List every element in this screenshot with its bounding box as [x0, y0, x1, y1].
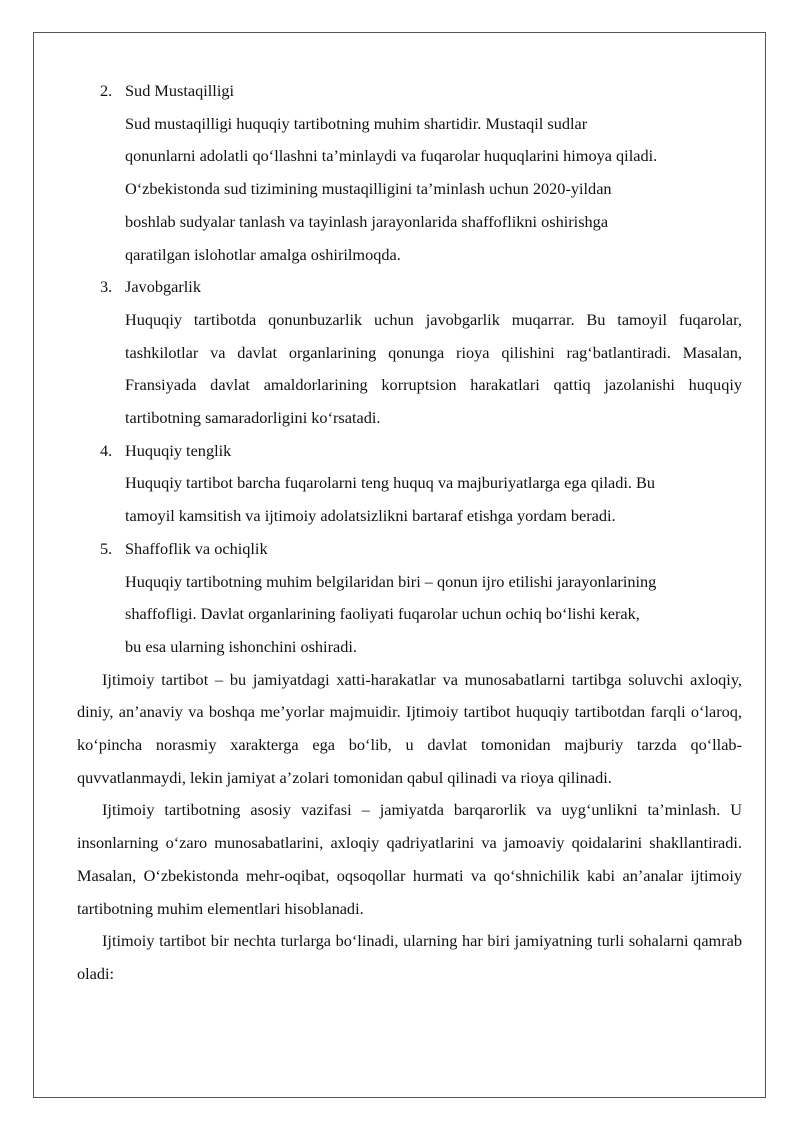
list-number: 3.: [100, 277, 113, 297]
list-heading: Huquqiy tenglik: [125, 440, 232, 460]
list-text-line: Sud mustaqilligi huquqiy tartibotning muhim shartidir. Mustaqil sudlar: [125, 113, 588, 133]
list-heading: Sud Mustaqilligi: [125, 81, 235, 100]
list-heading: Shaffoflik va ochiqlik: [125, 538, 268, 558]
list-heading: Javobgarlik: [125, 277, 201, 297]
list-item-huquqiy-tenglik: [77, 435, 742, 533]
paragraph-turlari: Ijtimoiy tartibot bir nechta turlarga bo‘linadi, ularning har biri jamiyatning turli sohalarni qamrab oladi:: [77, 931, 742, 983]
list-text-line: boshlab sudyalar tanlash va tayinlash jarayonlarida shaffoflikni oshirishga: [125, 211, 609, 231]
paragraph-asosiy-vazifasi: Ijtimoiy tartibotning asosiy vazifasi – jamiyatda barqarorlik va uyg‘unlikni ta’minlash. U insonlarning o‘zaro munosabatlarini, axloqiy qadriyatlarini va jamoaviy qoidalarini shakllantiradi. Masalan, O‘zbekistonda mehr-oqibat, oqsoqollar hurmati va qo‘shnichilik kabi an’analar ijtimoiy tartibotning muhim elementlari hisoblanadi.: [77, 800, 742, 918]
list-number: 2.: [100, 81, 113, 100]
list-text-line: O‘zbekistonda sud tizimining mustaqilligini ta’minlash uchun 2020-yildan: [125, 179, 612, 199]
list-item-sud-mustaqilligi: [77, 75, 742, 271]
list-text-line: qonunlarni adolatli qo‘llashni ta’minlaydi va fuqarolar huquqlarini himoya qiladi.: [125, 146, 658, 166]
list-text-line: tamoyil kamsitish va ijtimoiy adolatsizlikni bartaraf etishga yordam beradi.: [125, 506, 616, 526]
list-text-line: shaffofligi. Davlat organlarining faoliyati fuqarolar uchun ochiq bo‘lishi kerak,: [125, 604, 640, 624]
list-item-javobgarlik: [77, 271, 742, 435]
list-text-line: Huquqiy tartibot barcha fuqarolarni teng huquq va majburiyatlarga ega qiladi. Bu: [125, 473, 656, 493]
document-body: [77, 75, 742, 991]
list-text: Huquqiy tartibotda qonunbuzarlik uchun javobgarlik muqarrar. Bu tamoyil fuqarolar, tashkilotlar va davlat organlarining qonunga rioya qilishini rag‘batlantiradi. Masalan, Fransiyada davlat amaldorlarining korruptsion harakatlari qattiq jazolanishi huquqiy tartibotning samaradorligini ko‘rsatadi.: [125, 309, 742, 428]
list-number: 4.: [100, 440, 113, 460]
list-text-line: Huquqiy tartibotning muhim belgilaridan biri – qonun ijro etilishi jarayonlarining: [125, 571, 657, 591]
list-item-shaffoflik: [77, 533, 742, 664]
list-text-line: qaratilgan islohotlar amalga oshirilmoqda.: [125, 244, 401, 264]
list-number: 5.: [100, 538, 113, 558]
paragraph-ijtimoiy-tartibot: Ijtimoiy tartibot – bu jamiyatdagi xatti-harakatlar va munosabatlarni tartibga soluvchi axloqiy, diniy, an’anaviy va boshqa me’yorlar majmuidir. Ijtimoiy tartibot huquqiy tartibotdan farqli o‘laroq, ko‘pincha norasmiy xarakterga ega bo‘lib, u davlat tomonidan majburiy tarzda qo‘llab-quvvatlanmaydi, lekin jamiyat a’zolari tomonidan qabul qilinadi va rioya qilinadi.: [77, 669, 742, 787]
list-text-line: bu esa ularning ishonchini oshiradi.: [125, 636, 357, 656]
